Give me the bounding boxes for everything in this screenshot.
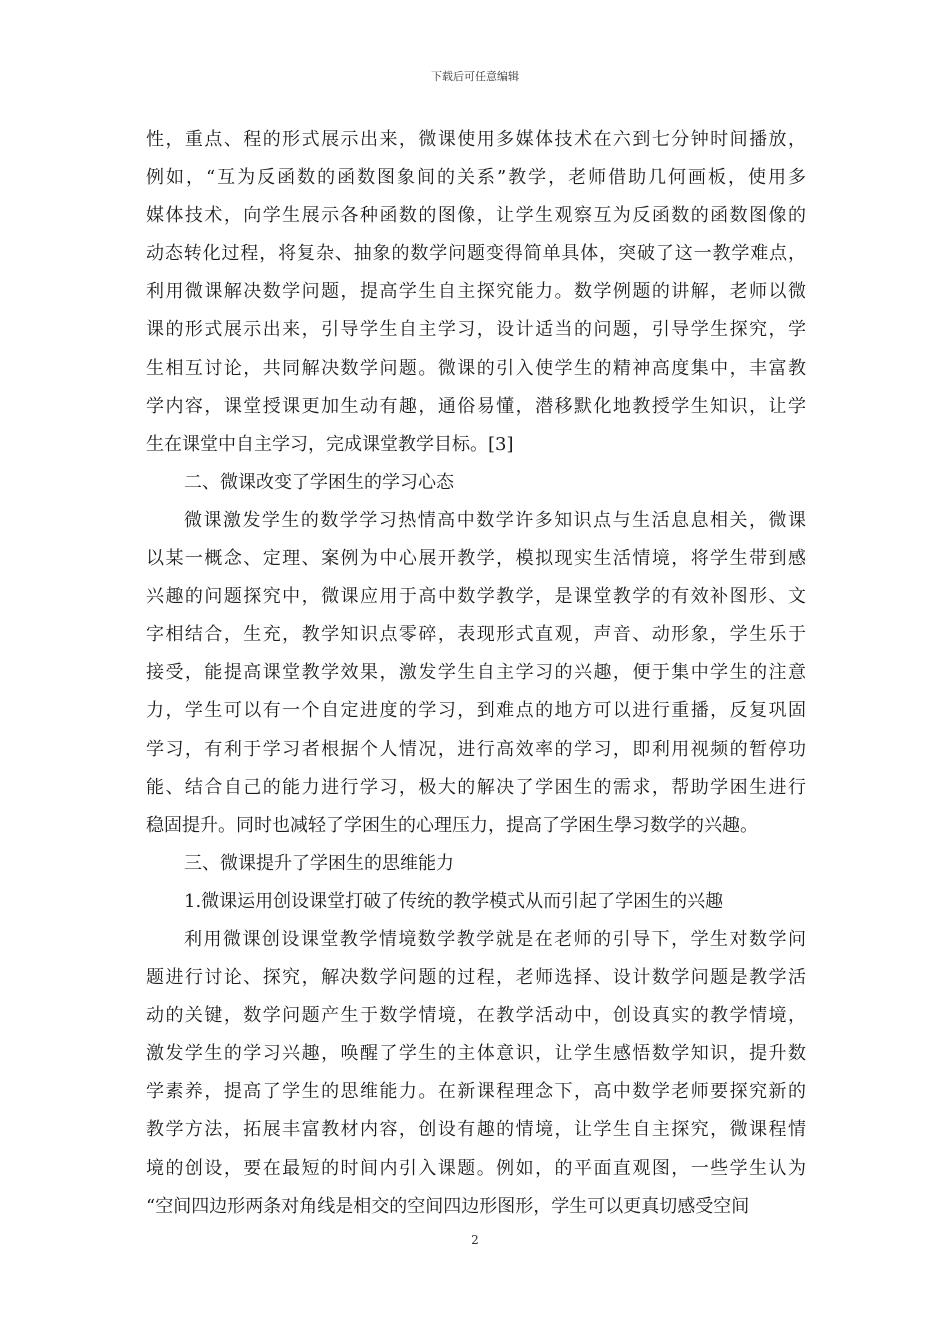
- page-header: 下载后可任意编辑: [431, 70, 519, 83]
- text-line: 以某一概念、定理、案例为中心展开教学，模拟现实生活情境，将学生带到感: [146, 548, 806, 570]
- text-line: “空间四边形两条对角线是相交的空间四边形图形，学生可以更真切感受空间: [146, 1195, 750, 1217]
- text-line: 兴趣的问题探究中，微课应用于高中数学教学，是课堂教学的有效补图形、文: [146, 586, 806, 608]
- text-line: 媒体技术，向学生展示各种函数的图像，让学生观察互为反函数的函数图像的: [146, 205, 806, 227]
- text-line: 学习，有利于学习者根据个人情况，进行高效率的学习，即利用视频的暂停功: [146, 738, 806, 760]
- text-line: 激发学生的学习兴趣，唤醒了学生的主体意识，让学生感悟数学知识，提升数: [146, 1043, 806, 1065]
- text-line: 三、微课提升了学困生的思维能力: [184, 852, 454, 874]
- document-body: [146, 121, 806, 1226]
- text-line: 动的关键，数学问题产生于数学情境，在教学活动中，创设真实的教学情境，: [146, 1005, 806, 1027]
- text-line: 利用微课解决数学问题，提高学生自主探究能力。数学例题的讲解，老师以微: [146, 281, 806, 303]
- text-line: 利用微课创设课堂教学情境数学教学就是在老师的引导下，学生对数学问: [184, 928, 806, 950]
- text-line: 例如，“互为反函数的函数图象间的关系”教学，老师借助几何画板，使用多: [146, 167, 806, 189]
- text-line: 力，学生可以有一个自定进度的学习，到难点的地方可以进行重播，反复巩固: [146, 700, 806, 722]
- text-line: 学素养，提高了学生的思维能力。在新课程理念下，高中数学老师要探究新的: [146, 1081, 806, 1103]
- text-line: 能、结合自己的能力进行学习，极大的解决了学困生的需求，帮助学困生进行: [146, 776, 806, 798]
- text-line: 性，重点、程的形式展示出来，微课使用多媒体技术在六到七分钟时间播放，: [146, 129, 806, 150]
- text-line: 二、微课改变了学困生的学习心态: [184, 471, 454, 493]
- text-line: 稳固提升。同时也减轻了学困生的心理压力，提高了学困生學习数学的兴趣。: [146, 814, 758, 836]
- body-paragraph: [146, 921, 806, 1226]
- text-line: 学内容，课堂授课更加生动有趣，通俗易懂，潜移默化地教授学生知识，让学: [146, 395, 806, 417]
- text-line: 课的形式展示出来，引导学生自主学习，设计适当的问题，引导学生探究，学: [146, 319, 806, 341]
- text-line: 动态转化过程，将复杂、抽象的数学问题变得简单具体，突破了这一教学难点，: [146, 243, 806, 265]
- text-line: 字相结合，生充，教学知识点零碎，表现形式直观，声音、动形象，学生乐于: [146, 624, 806, 646]
- section-heading: [146, 845, 806, 883]
- text-line: 1.微课运用创设课堂打破了传统的教学模式从而引起了学困生的兴趣: [184, 890, 724, 912]
- text-line: 生相互讨论，共同解决数学问题。微课的引入使学生的精神高度集中，丰富教: [146, 357, 806, 379]
- text-line: 境的创设，要在最短的时间内引入课题。例如，的平面直观图，一些学生认为: [146, 1157, 806, 1179]
- body-paragraph: [146, 502, 806, 845]
- text-line: 生在课堂中自主学习，完成课堂教学目标。[3]: [146, 433, 514, 455]
- text-line: 接受，能提高课堂教学效果，激发学生自主学习的兴趣，便于集中学生的注意: [146, 662, 806, 684]
- section-heading: [146, 464, 806, 502]
- section-heading: [146, 883, 806, 921]
- text-line: 题进行讨论、探究，解决数学问题的过程，老师选择、设计数学问题是教学活: [146, 967, 806, 989]
- text-line: 微课激发学生的数学学习热情高中数学许多知识点与生活息息相关，微课: [184, 509, 806, 531]
- text-line: 教学方法，拓展丰富教材内容，创设有趣的情境，让学生自主探究，微课程情: [146, 1119, 806, 1141]
- body-paragraph: [146, 121, 806, 464]
- page-number: 2: [471, 1233, 479, 1247]
